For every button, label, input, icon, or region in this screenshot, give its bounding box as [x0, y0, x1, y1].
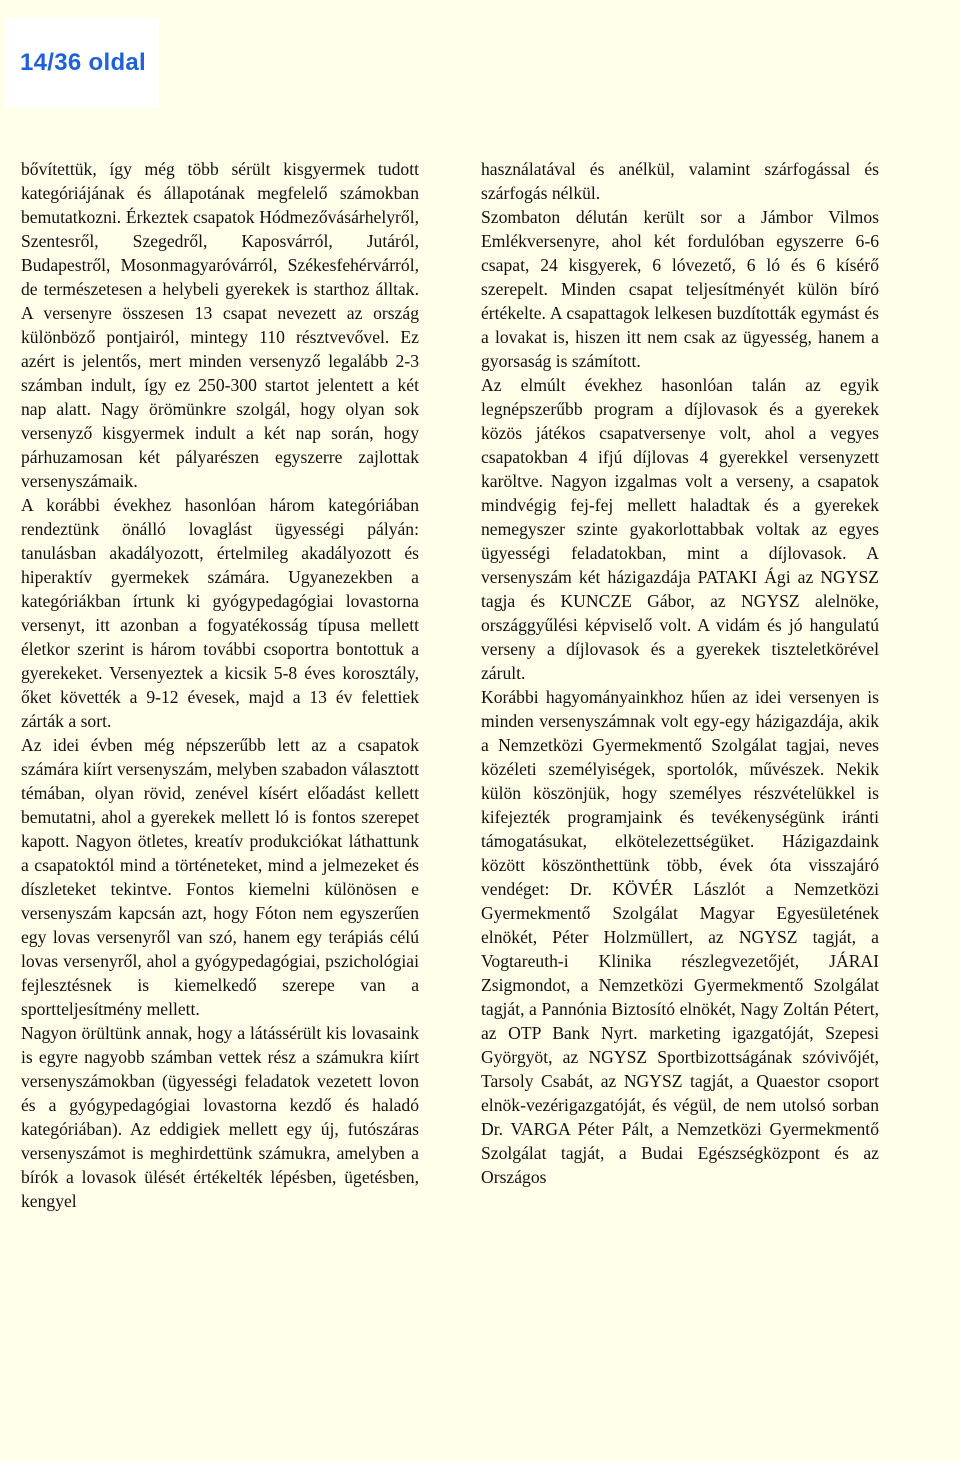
paragraph: Az elmúlt évekhez hasonlóan talán az egyik legnépszerűbb program a díjlovasok és a gyerekek közös játékos csapatversenye volt, ahol a vegyes csapatokban 4 ifjú díjlovas 4 gyerekkel versenyzett karöltve. Nagyon izgalmas volt a verseny, a csapatok mindvégig fej-fej mellett haladtak és a gyerekek nemegyszer szinte gyakorlottabbak voltak az egyes ügyességi feladatokban, mint a díjlovasok. A versenyszám két házigazdája PATAKI Ági az NGYSZ tagja és KUNCZE Gábor, az NGYSZ alelnöke, országgyűlési képviselő volt. A vidám és jó hangulatú verseny a díjlovasok és a gyerekek tiszteletkörével zárult.	[481, 375, 879, 683]
page-indicator: 14/36 oldal	[20, 49, 147, 76]
paragraph: használatával és anélkül, valamint szárfogással és szárfogás nélkül.	[481, 159, 879, 203]
paragraph: bővítettük, így még több sérült kisgyermek tudott kategóriájának és állapotának megfelelő számokban bemutatkozni. Érkeztek csapatok Hódmezővásárhelyről, Szentesről, Szegedről, Kaposvárról, Jutáról, Budapestről, Mosonmagyaróvárról, Székesfehérvárról, de természetesen a helybeli gyerekek is starthoz álltak. A versenyre összesen 13 csapat nevezett az ország különböző pontjairól, mintegy 110 résztvevővel. Ez azért is jelentős, mert minden versenyző legalább 2-3 számban indult, így ez 250-300 startot jelentett a két nap alatt. Nagy örömünkre szolgál, hogy olyan sok versenyző kisgyermek indult a két nap során, hogy párhuzamosan két pályarészen egyszerre zajlottak versenyszámaik.	[21, 159, 419, 491]
page-indicator-box	[5, 18, 159, 108]
right-column	[481, 157, 879, 1189]
paragraph: Szombaton délután került sor a Jámbor Vilmos Emlékversenyre, ahol két fordulóban egyszerre 6-6 csapat, 24 kisgyerek, 6 lóvezető, 6 ló és 6 kísérő szerepelt. Minden csapat teljesítményét külön bíró értékelte. A csapattagok lelkesen buzdították egymást és a lovakat is, hiszen itt nem csak az ügyesség, hanem a gyorsaság is számított.	[481, 207, 879, 371]
paragraph: Az idei évben még népszerűbb lett az a csapatok számára kiírt versenyszám, melyben szabadon választott témában, olyan rövid, zenével kísért előadást kellett bemutatni, ahol a gyerekek mellett ló is fontos szerepet kapott. Nagyon ötletes, kreatív produkciókat láthattunk a csapatoktól mind a történeteket, mind a jelmezeket és díszleteket tekintve. Fontos kiemelni különösen e versenyszám kapcsán azt, hogy Fóton nem egyszerűen egy lovas versenyről van szó, hanem egy terápiás célú lovas versenyről, ahol a gyógypedagógiai, pszichológiai fejlesztésnek is kiemelkedő szerepe van a sportteljesítmény mellett.	[21, 735, 419, 1019]
left-column	[21, 157, 419, 1213]
paragraph: A korábbi évekhez hasonlóan három kategóriában rendeztünk önálló lovaglást ügyességi pályán: tanulásban akadályozott, értelmileg akadályozott és hiperaktív gyermekek számára. Ugyanezekben a kategóriákban írtunk ki gyógypedagógiai lovastorna versenyt, itt azonban a fogyatékosság típusa mellett életkor szerint is három további csoportra bontottuk a gyerekeket. Versenyeztek a kicsik 5-8 éves korosztály, őket követték a 9-12 évesek, majd a 13 év felettiek zárták a sort.	[21, 495, 419, 731]
paragraph: Nagyon örültünk annak, hogy a látássérült kis lovasaink is egyre nagyobb számban vettek rész a számukra kiírt versenyszámokban (ügyességi feladatok vezetett lovon és a gyógypedagógiai lovastorna kezdő és haladó kategóriában). Az eddigiek mellett egy új, futószáras versenyszámot is meghirdettünk számukra, amelyben a bírók a lovasok ülését értékelték lépésben, ügetésben, kengyel	[21, 1023, 419, 1211]
paragraph: Korábbi hagyományainkhoz hűen az idei versenyen is minden versenyszámnak volt egy-egy házigazdája, akik a Nemzetközi Gyermekmentő Szolgálat tagjai, neves közéleti személyiségek, sportolók, művészek. Nekik külön köszönjük, hogy személyes részvételükkel is kifejezték programjaink és tevékenységünk iránti támogatásukat, elkötelezettségüket. Házigazdaink között köszönthettünk több, évek óta visszajáró vendéget: Dr. KÖVÉR Lászlót a Nemzetközi Gyermekmentő Szolgálat Magyar Egyesületének elnökét, Péter Holzmüllert, az NGYSZ tagját, a Vogtareuth-i Klinika részlegvezetőjét, JÁRAI Zsigmondot, a Nemzetközi Gyermekmentő Szolgálat tagját, a Pannónia Biztosító elnökét, Nagy Zoltán Pétert, az OTP Bank Nyrt. marketing igazgatóját, Szepesi Györgyöt, az NGYSZ Sportbizottságának szóvivőjét, Tarsoly Csabát, az NGYSZ tagját, a Quaestor csoport elnök-vezérigazgatóját, és végül, de nem utolsó sorban Dr. VARGA Péter Pált, a Nemzetközi Gyermekmentő Szolgálat tagját, a Budai Egészségközpont és az Országos	[481, 687, 879, 1187]
